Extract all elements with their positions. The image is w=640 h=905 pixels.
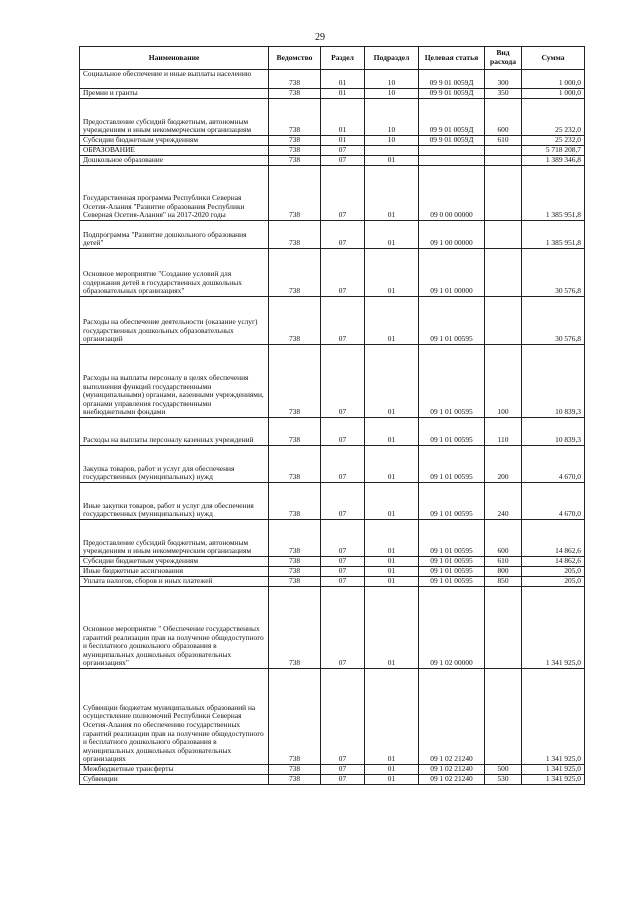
- cell-vid: 600: [485, 520, 522, 557]
- cell-summa: 1 341 925,0: [522, 587, 585, 669]
- cell-ved: 738: [269, 669, 321, 765]
- cell-ved: 738: [269, 166, 321, 221]
- cell-vid: [485, 166, 522, 221]
- table-row: [80, 136, 585, 146]
- cell-summa: 1 385 951,8: [522, 221, 585, 249]
- cell-cel: 09 1 01 00595: [419, 520, 485, 557]
- cell-name: Предоставление субсидий бюджетным, автономным учреждениям и иным некоммерческим организациям: [80, 520, 269, 557]
- table-row: [80, 557, 585, 567]
- cell-summa: 25 232,0: [522, 99, 585, 136]
- cell-cel: [419, 146, 485, 156]
- cell-razdel: 07: [321, 297, 365, 345]
- cell-summa: 14 862,6: [522, 557, 585, 567]
- cell-name: Дошкольное образование: [80, 156, 269, 166]
- header-vid: Вид расхода: [485, 47, 522, 70]
- table-row: [80, 587, 585, 669]
- cell-cel: 09 1 01 00595: [419, 446, 485, 483]
- table-row: [80, 577, 585, 587]
- cell-name: Субвенции: [80, 775, 269, 785]
- cell-name: Уплата налогов, сборов и иных платежей: [80, 577, 269, 587]
- cell-cel: 09 1 02 21240: [419, 765, 485, 775]
- cell-podrazdel: 01: [365, 669, 419, 765]
- cell-razdel: 07: [321, 418, 365, 446]
- cell-name: Социальное обеспечение и иные выплаты населению: [80, 70, 269, 89]
- table-row: [80, 249, 585, 297]
- cell-podrazdel: 01: [365, 297, 419, 345]
- cell-summa: 1 341 925,0: [522, 775, 585, 785]
- cell-podrazdel: 01: [365, 483, 419, 520]
- cell-name: Межбюджетные трансферты: [80, 765, 269, 775]
- cell-ved: 738: [269, 99, 321, 136]
- cell-podrazdel: 01: [365, 156, 419, 166]
- cell-podrazdel: 01: [365, 557, 419, 567]
- cell-vid: [485, 669, 522, 765]
- cell-cel: 09 1 01 00595: [419, 567, 485, 577]
- cell-summa: 1 000,0: [522, 89, 585, 99]
- cell-cel: 09 1 01 00595: [419, 557, 485, 567]
- cell-razdel: 07: [321, 146, 365, 156]
- table-row: [80, 221, 585, 249]
- cell-summa: 14 862,6: [522, 520, 585, 557]
- cell-podrazdel: 01: [365, 577, 419, 587]
- cell-razdel: 07: [321, 557, 365, 567]
- cell-name: Основное мероприятие "Создание условий для содержания детей в государственных дошкольных образовательных организациях": [80, 249, 269, 297]
- cell-vid: 610: [485, 557, 522, 567]
- cell-ved: 738: [269, 297, 321, 345]
- cell-cel: 09 1 01 00595: [419, 577, 485, 587]
- cell-razdel: 07: [321, 483, 365, 520]
- table-row: [80, 345, 585, 418]
- cell-vid: 800: [485, 567, 522, 577]
- cell-ved: 738: [269, 89, 321, 99]
- cell-ved: 738: [269, 577, 321, 587]
- cell-name: Закупка товаров, работ и услуг для обеспечения государственных (муниципальных) нужд: [80, 446, 269, 483]
- cell-name: Субвенции бюджетам муниципальных образований на осуществление полномочий Республики Северная Осетия-Алания по обеспечению государственных гарантий реализации прав на получение общедоступного и бесплатного дошкольного образования в муниципальных дошкольных образовательных организациях: [80, 669, 269, 765]
- cell-razdel: 07: [321, 587, 365, 669]
- cell-summa: 1 389 346,8: [522, 156, 585, 166]
- cell-podrazdel: 10: [365, 89, 419, 99]
- cell-summa: 4 670,0: [522, 446, 585, 483]
- header-summa: Сумма: [522, 47, 585, 70]
- cell-cel: 09 1 01 00595: [419, 483, 485, 520]
- cell-ved: 738: [269, 557, 321, 567]
- cell-ved: 738: [269, 775, 321, 785]
- cell-vid: 240: [485, 483, 522, 520]
- cell-podrazdel: 01: [365, 765, 419, 775]
- table-row: [80, 89, 585, 99]
- cell-cel: 09 1 00 00000: [419, 221, 485, 249]
- cell-name: Субсидии бюджетным учреждениям: [80, 557, 269, 567]
- cell-name: Премии и гранты: [80, 89, 269, 99]
- cell-razdel: 07: [321, 446, 365, 483]
- cell-summa: 205,0: [522, 577, 585, 587]
- cell-vid: [485, 156, 522, 166]
- page-number: 29: [315, 32, 325, 43]
- cell-name: Расходы на выплаты персоналу в целях обеспечения выполнения функций государственными (муниципальными) органами, казенными учреждениями, органами управления государственными внебюджетными фондами: [80, 345, 269, 418]
- cell-vid: 100: [485, 345, 522, 418]
- cell-ved: 738: [269, 587, 321, 669]
- table-row: [80, 418, 585, 446]
- table-row: [80, 765, 585, 775]
- cell-ved: 738: [269, 446, 321, 483]
- table-row: [80, 567, 585, 577]
- cell-podrazdel: 01: [365, 775, 419, 785]
- cell-razdel: 01: [321, 99, 365, 136]
- header-name: Наименование: [80, 47, 269, 70]
- cell-ved: 738: [269, 345, 321, 418]
- cell-name: Основное мероприятие " Обеспечение государственных гарантий реализации прав на получение общедоступного и бесплатного дошкольного образования в муниципальных дошкольных образовательных организациях": [80, 587, 269, 669]
- table-row: [80, 99, 585, 136]
- cell-cel: 09 9 01 0059Д: [419, 136, 485, 146]
- cell-summa: 205,0: [522, 567, 585, 577]
- cell-razdel: 01: [321, 136, 365, 146]
- cell-name: Расходы на выплаты персоналу казенных учреждений: [80, 418, 269, 446]
- cell-summa: 30 576,8: [522, 297, 585, 345]
- table-body: [80, 70, 585, 785]
- cell-summa: 30 576,8: [522, 249, 585, 297]
- cell-vid: 600: [485, 99, 522, 136]
- budget-table: [79, 46, 585, 785]
- cell-cel: 09 9 01 0059Д: [419, 89, 485, 99]
- cell-cel: 09 9 01 0059Д: [419, 70, 485, 89]
- cell-razdel: 07: [321, 765, 365, 775]
- cell-vid: [485, 297, 522, 345]
- cell-name: Субсидии бюджетным учреждениям: [80, 136, 269, 146]
- cell-podrazdel: 01: [365, 567, 419, 577]
- table-row: [80, 669, 585, 765]
- cell-ved: 738: [269, 221, 321, 249]
- cell-ved: 738: [269, 567, 321, 577]
- cell-vid: 500: [485, 765, 522, 775]
- cell-cel: 09 1 02 00000: [419, 587, 485, 669]
- cell-cel: 09 9 01 0059Д: [419, 99, 485, 136]
- table-row: [80, 156, 585, 166]
- table-row: [80, 483, 585, 520]
- cell-podrazdel: 01: [365, 345, 419, 418]
- table-row: [80, 775, 585, 785]
- cell-vid: 530: [485, 775, 522, 785]
- cell-razdel: 07: [321, 669, 365, 765]
- cell-summa: 10 839,3: [522, 345, 585, 418]
- cell-summa: 10 839,3: [522, 418, 585, 446]
- cell-summa: 1 385 951,8: [522, 166, 585, 221]
- cell-summa: 1 341 925,0: [522, 669, 585, 765]
- cell-cel: 09 1 01 00595: [419, 297, 485, 345]
- cell-podrazdel: 01: [365, 446, 419, 483]
- cell-name: Иные бюджетные ассигнования: [80, 567, 269, 577]
- cell-razdel: 07: [321, 249, 365, 297]
- table-row: [80, 520, 585, 557]
- table-row: [80, 70, 585, 89]
- cell-razdel: 07: [321, 345, 365, 418]
- cell-cel: [419, 156, 485, 166]
- cell-summa: 25 232,0: [522, 136, 585, 146]
- table-row: [80, 146, 585, 156]
- cell-razdel: 01: [321, 89, 365, 99]
- cell-podrazdel: 10: [365, 136, 419, 146]
- cell-vid: 200: [485, 446, 522, 483]
- header-cel: Целевая статья: [419, 47, 485, 70]
- cell-ved: 738: [269, 70, 321, 89]
- cell-vid: [485, 249, 522, 297]
- cell-name: Расходы на обеспечение деятельности (оказание услуг) государственных дошкольных образовательных организаций: [80, 297, 269, 345]
- cell-podrazdel: 01: [365, 249, 419, 297]
- header-podrazdel: Подраздел: [365, 47, 419, 70]
- cell-ved: 738: [269, 156, 321, 166]
- cell-vid: [485, 146, 522, 156]
- cell-razdel: 07: [321, 156, 365, 166]
- cell-vid: 850: [485, 577, 522, 587]
- cell-name: Предоставление субсидий бюджетным, автономным учреждениям и иным некоммерческим организациям: [80, 99, 269, 136]
- cell-podrazdel: 01: [365, 166, 419, 221]
- cell-ved: 738: [269, 765, 321, 775]
- cell-cel: 09 1 01 00595: [419, 345, 485, 418]
- cell-razdel: 07: [321, 166, 365, 221]
- cell-podrazdel: 10: [365, 70, 419, 89]
- header-razdel: Раздел: [321, 47, 365, 70]
- cell-cel: 09 0 00 00000: [419, 166, 485, 221]
- cell-name: ОБРАЗОВАНИЕ: [80, 146, 269, 156]
- cell-podrazdel: [365, 146, 419, 156]
- cell-vid: [485, 587, 522, 669]
- cell-vid: [485, 221, 522, 249]
- table-header-row: [80, 47, 585, 70]
- cell-summa: 5 718 208,7: [522, 146, 585, 156]
- cell-podrazdel: 01: [365, 221, 419, 249]
- cell-razdel: 07: [321, 775, 365, 785]
- cell-cel: 09 1 02 21240: [419, 669, 485, 765]
- cell-vid: 350: [485, 89, 522, 99]
- cell-razdel: 07: [321, 520, 365, 557]
- cell-razdel: 07: [321, 567, 365, 577]
- cell-cel: 09 1 02 21240: [419, 775, 485, 785]
- cell-vid: 110: [485, 418, 522, 446]
- cell-ved: 738: [269, 520, 321, 557]
- cell-podrazdel: 10: [365, 99, 419, 136]
- cell-name: Государственная программа Республики Северная Осетия-Алания "Развитие образования Республики Северная Осетия-Алания" на 2017-2020 годы: [80, 166, 269, 221]
- table-row: [80, 166, 585, 221]
- cell-razdel: 07: [321, 577, 365, 587]
- cell-ved: 738: [269, 146, 321, 156]
- cell-podrazdel: 01: [365, 418, 419, 446]
- cell-podrazdel: 01: [365, 520, 419, 557]
- cell-summa: 1 341 925,0: [522, 765, 585, 775]
- cell-name: Подпрограмма "Развитие дошкольного образования детей": [80, 221, 269, 249]
- cell-summa: 4 670,0: [522, 483, 585, 520]
- table-row: [80, 297, 585, 345]
- cell-podrazdel: 01: [365, 587, 419, 669]
- cell-razdel: 07: [321, 221, 365, 249]
- table-row: [80, 446, 585, 483]
- cell-cel: 09 1 01 00595: [419, 418, 485, 446]
- cell-cel: 09 1 01 00000: [419, 249, 485, 297]
- header-ved: Ведомство: [269, 47, 321, 70]
- cell-name: Иные закупки товаров, работ и услуг для обеспечения государственных (муниципальных) нужд: [80, 483, 269, 520]
- cell-vid: 610: [485, 136, 522, 146]
- cell-ved: 738: [269, 483, 321, 520]
- cell-ved: 738: [269, 136, 321, 146]
- cell-ved: 738: [269, 418, 321, 446]
- cell-razdel: 01: [321, 70, 365, 89]
- cell-ved: 738: [269, 249, 321, 297]
- cell-vid: 300: [485, 70, 522, 89]
- cell-summa: 1 000,0: [522, 70, 585, 89]
